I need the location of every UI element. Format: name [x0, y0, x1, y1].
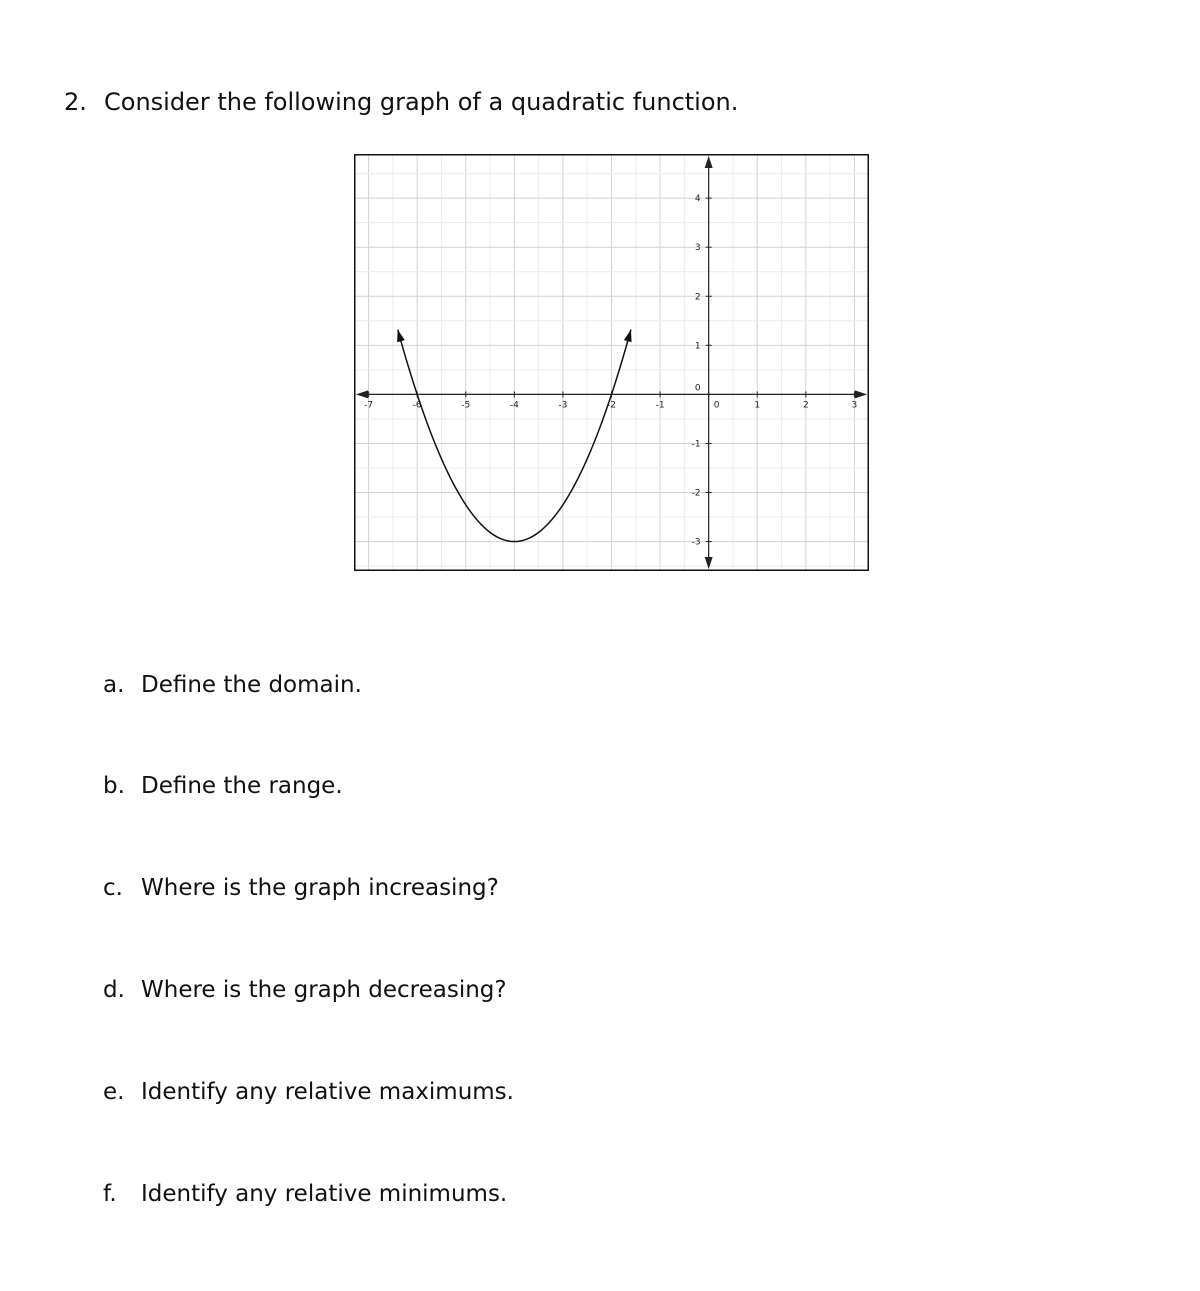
part-letter: a.: [103, 672, 125, 698]
x-tick-label: 3: [851, 400, 858, 411]
y-tick-label: 2: [694, 292, 701, 303]
y-tick-label: 3: [694, 243, 701, 254]
y-tick-label: -1: [691, 439, 701, 450]
y-axis-arrow-down: [705, 557, 713, 569]
x-tick-label: -1: [655, 400, 665, 411]
part-text: Define the domain.: [141, 672, 362, 698]
part-letter: f.: [103, 1181, 117, 1207]
x-tick-label: -3: [558, 400, 568, 411]
y-tick-label: -2: [691, 488, 701, 499]
x-tick-label: 2: [802, 400, 809, 411]
x-tick-label: -4: [509, 400, 519, 411]
part-a: [103, 672, 362, 698]
part-text: Where is the graph decreasing?: [141, 977, 507, 1003]
part-d: [103, 977, 507, 1003]
quadratic-graph: [354, 154, 869, 571]
part-text: Where is the graph increasing?: [141, 875, 499, 901]
part-b: [103, 773, 343, 799]
part-f: [103, 1181, 507, 1207]
x-tick-label: 1: [754, 400, 761, 411]
x-tick-label: 0: [713, 400, 720, 411]
part-e: [103, 1079, 514, 1105]
part-c: [103, 875, 499, 901]
parabola-arrow-right: [624, 330, 632, 343]
part-letter: d.: [103, 977, 125, 1003]
x-tick-label: -2: [607, 400, 616, 411]
y-axis-arrow-up: [705, 156, 713, 168]
question-text: Consider the following graph of a quadratic function.: [104, 88, 739, 116]
part-text: Identify any relative maximums.: [141, 1079, 514, 1105]
y-tick-label: -3: [691, 537, 701, 548]
y-tick-label: 4: [694, 194, 701, 205]
x-tick-label: -6: [412, 400, 422, 411]
question-heading: [64, 88, 738, 116]
part-letter: c.: [103, 875, 123, 901]
y-tick-label: 1: [694, 341, 701, 352]
x-tick-label: -5: [461, 400, 471, 411]
x-tick-label: -7: [364, 400, 374, 411]
parabola-arrow-left: [397, 330, 405, 343]
part-letter: b.: [103, 773, 125, 799]
y-tick-label: 0: [694, 383, 701, 394]
x-axis-arrow-left: [356, 390, 368, 398]
x-axis-arrow-right: [855, 390, 867, 398]
part-text: Define the range.: [141, 773, 343, 799]
question-number: 2.: [64, 88, 87, 116]
part-text: Identify any relative minimums.: [141, 1181, 508, 1207]
part-letter: e.: [103, 1079, 125, 1105]
